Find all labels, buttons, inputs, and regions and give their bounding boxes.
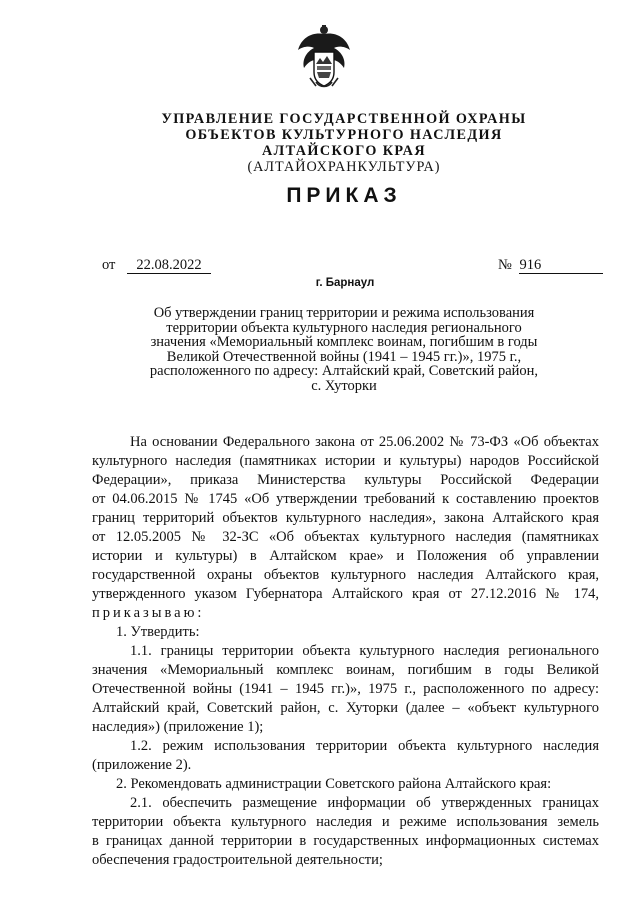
body-line: 1. Утвердить: (116, 624, 200, 640)
body-line: 1.2. режим использования территории объекта культурного наследия (130, 738, 599, 754)
body-line: На основании Федерального закона от 25.06.2002 № 73-ФЗ «Об объектах (130, 434, 599, 450)
body-line: наследия») (приложение 1); (92, 719, 264, 735)
subject-line: расположенного по адресу: Алтайский край, Советский район, (149, 363, 539, 380)
body-line: приказываю: (92, 605, 205, 621)
subject-line: Об утверждении границ территории и режима использования (153, 305, 535, 321)
body-line: (приложение 2). (92, 757, 192, 773)
body-line: от 12.05.2005 № 32-ЗС «Об объектах культурного наследия (памятниках (92, 529, 599, 545)
body-line: Федерации», приказа Министерства культуры Российской Федерации (92, 472, 599, 488)
body-line: культурного наследия (памятниках истории и культуры) народов Российской (92, 453, 599, 469)
number-field (498, 257, 603, 274)
body-line: 2.1. обеспечить размещение информации об утвержденных границах (130, 795, 599, 811)
body-line: 1.1. границы территории объекта культурного наследия регионального (130, 643, 599, 659)
date-field (102, 257, 211, 274)
body-line: значения «Мемориальный комплекс воинам, погибшим в годы Великой (92, 662, 599, 678)
city-name: г. Барнаул (315, 277, 375, 289)
subject-line: с. Хуторки (311, 377, 377, 394)
body-line: территории объекта культурного наследия и режиме использования земель (92, 814, 599, 830)
body-line: обеспечения градостроительной деятельности; (92, 852, 383, 868)
org-name-line-2: ОБЪЕКТОВ КУЛЬТУРНОГО НАСЛЕДИЯ (185, 127, 503, 143)
body-line: границ территорий объектов культурного наследия», закона Алтайского края (92, 510, 599, 526)
date-value: 22.08.2022 (127, 258, 211, 274)
body-line: 2. Рекомендовать администрации Советского района Алтайского края: (116, 776, 552, 792)
body-line: государственной охраны объектов культурного наследия Алтайского края, (92, 567, 599, 583)
subject-line: Великой Отечественной войны (1941 – 1945 гг.)», 1975 г., (166, 348, 522, 365)
body-line: истории и культуры) в Алтайском крае» и Положения об управлении (92, 548, 599, 564)
body-text (92, 433, 599, 870)
body-line: утвержденного указом Губернатора Алтайского края от 27.12.2016 № 174, (92, 586, 599, 602)
date-prefix: от (102, 257, 116, 273)
document-title: ПРИКАЗ (286, 184, 402, 207)
body-line: от 04.06.2015 № 1745 «Об утверждении требований к составлению проектов (92, 491, 599, 507)
body-line: в границах данной территории в государственных информационных системах (92, 833, 599, 849)
body-line: Отечественной войны (1941 – 1945 гг.)», 1975 г., расположенного по адресу: (92, 681, 599, 697)
order-subject (120, 306, 568, 394)
subject-line: территории объекта культурного наследия регионального (166, 319, 522, 336)
subject-line: значения «Мемориальный комплекс воинам, погибшим в годы (150, 334, 538, 351)
number-value: 916 (519, 258, 603, 274)
org-short-name: (АЛТАЙОХРАНКУЛЬТУРА) (247, 159, 441, 175)
org-name-line-3: АЛТАЙСКОГО КРАЯ (262, 143, 426, 159)
coat-of-arms-emblem (296, 22, 352, 92)
org-name-line-1: УПРАВЛЕНИЕ ГОСУДАРСТВЕННОЙ ОХРАНЫ (161, 111, 527, 127)
number-prefix: № (498, 257, 512, 273)
body-line: Алтайский край, Советский район, с. Хуторки (далее – «объект культурного (92, 700, 599, 716)
